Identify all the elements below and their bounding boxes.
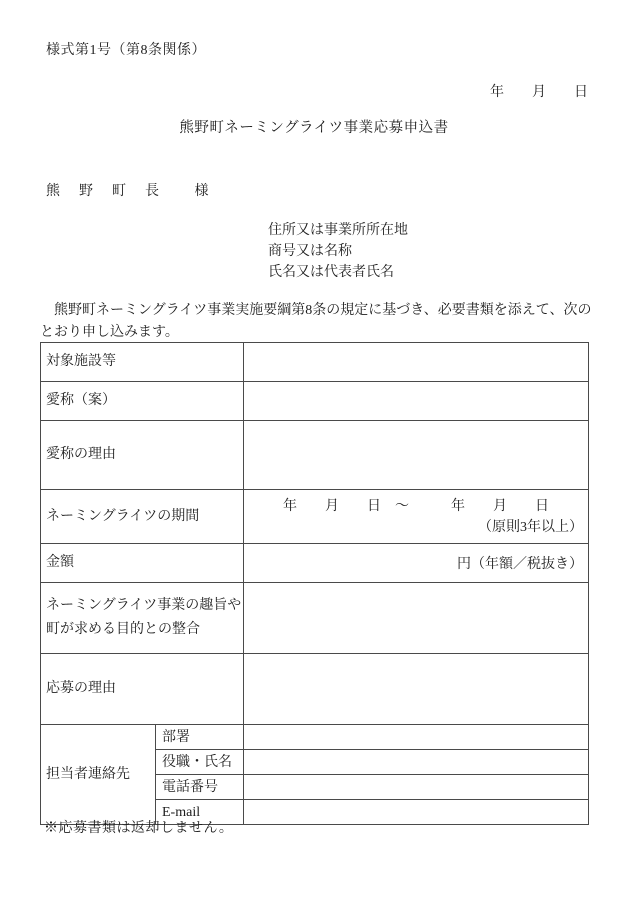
document-title: 熊野町ネーミングライツ事業応募申込書: [179, 120, 449, 136]
field-title-name[interactable]: [244, 750, 589, 775]
field-target-facility[interactable]: [244, 343, 589, 382]
table-row: [41, 725, 589, 750]
row-label-phone: 電話番号: [156, 775, 244, 800]
field-amount[interactable]: 円（年額／税抜き）: [244, 544, 589, 583]
row-label-period: ネーミングライツの期間: [41, 490, 244, 544]
table-row: [41, 654, 589, 725]
row-label-application-reason: 応募の理由: [41, 654, 244, 725]
intro-paragraph: [40, 300, 592, 344]
row-label-nickname-reason: 愛称の理由: [41, 421, 244, 490]
applicant-field-company-name: 商号又は名称: [268, 244, 352, 259]
applicant-field-representative-name: 氏名又は代表者氏名: [268, 265, 394, 280]
field-nickname[interactable]: [244, 382, 589, 421]
applicant-field-address: 住所又は事業所所在地: [268, 223, 408, 238]
row-label-amount: 金額: [41, 544, 244, 583]
period-date-placeholders: 年 月 日 ～ 年 月 日: [283, 498, 549, 514]
field-phone[interactable]: [244, 775, 589, 800]
row-label-target-facility: 対象施設等: [41, 343, 244, 382]
table-row: [41, 490, 589, 544]
date-line: 年 月 日: [490, 85, 588, 100]
field-email[interactable]: [244, 800, 589, 825]
row-label-department: 部署: [156, 725, 244, 750]
row-label-nickname: 愛称（案）: [41, 382, 244, 421]
addressee-line: 熊 野 町 長 様: [46, 184, 211, 199]
form-number: 様式第1号（第8条関係）: [46, 43, 206, 58]
intro-line-1: 熊野町ネーミングライツ事業実施要綱第8条の規定に基づき、必要書類を添えて、次の: [40, 303, 592, 318]
table-row: [41, 583, 589, 654]
field-purpose-alignment[interactable]: [244, 583, 589, 654]
application-table: [40, 342, 589, 825]
field-nickname-reason[interactable]: [244, 421, 589, 490]
table-row: [41, 421, 589, 490]
row-label-contact: 担当者連絡先: [41, 725, 156, 825]
row-label-purpose-alignment: ネーミングライツ事業の趣旨や町が求める目的との整合: [41, 583, 244, 654]
row-label-email: E-mail: [156, 800, 244, 825]
period-minimum-note: （原則3年以上）: [478, 519, 583, 535]
field-application-reason[interactable]: [244, 654, 589, 725]
footnote: ※応募書類は返却しません。: [44, 821, 234, 836]
intro-line-2: とおり申し込みます。: [40, 325, 179, 340]
applicant-block: [268, 220, 408, 283]
table-row: [41, 544, 589, 583]
row-label-title-name: 役職・氏名: [156, 750, 244, 775]
table-row: [41, 382, 589, 421]
field-department[interactable]: [244, 725, 589, 750]
table-row: [41, 343, 589, 382]
field-period[interactable]: [244, 490, 589, 544]
